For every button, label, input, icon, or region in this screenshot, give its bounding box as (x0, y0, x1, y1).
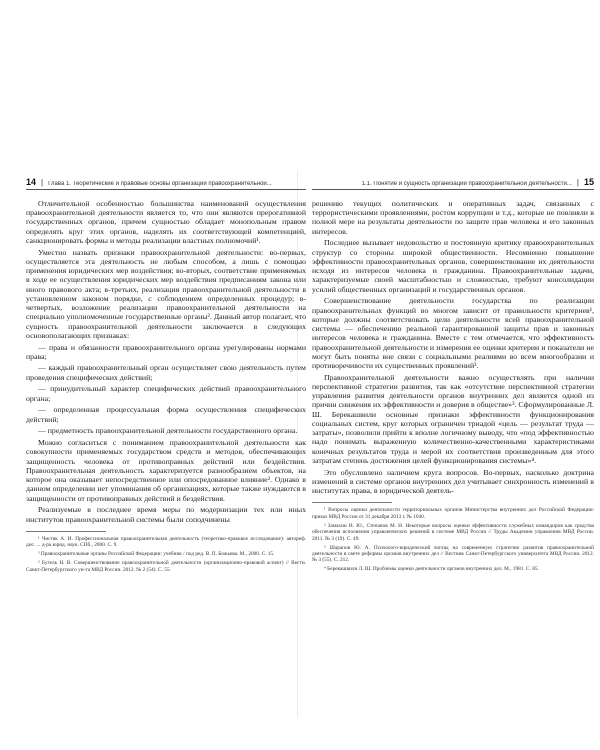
paragraph: — определенная процессуальная форма осуществления специфических действий; (26, 405, 306, 424)
footnote: ² Правоохранительные органы Российской Федерации: учебник / под ред. В. П. Божьева. М., 2000. С. 15. (38, 551, 275, 558)
paragraph: — принудительный характер специфических действий правоохранительного органа; (26, 384, 306, 403)
paragraph: — права и обязанности правоохранительного органа урегулированы нормами права; (26, 342, 306, 361)
left-paragraphs (26, 199, 306, 524)
right-footnotes (312, 507, 594, 573)
paragraph: — каждый правоохранительный орган осуществляет свою деятельность путем проведения специфических действий; (26, 363, 306, 382)
left-page (26, 174, 306, 576)
footnote: ² Замахин И. Ю., Степанов М. Н. Некоторые вопросы оценки эффективности служебных командиров как средства обеспечения исполнения управленческих решений в системе МВД России // Труды Академии управления МВД России. 2011. № 3 (19). С. 49. (312, 522, 594, 542)
footnote: ³ Шарапов Ю. А. Психолого-юридический взгляд на современную стратегию развития правоохранительной деятельности в свете реформы органов внутренних дел // Вестник Санкт-Петербургского университета МВД России. 2012. № 3 (55). С. 212. (312, 544, 594, 564)
paragraph: Можно согласиться с пониманием правоохранительной деятельности как совокупности применяемых государством средств и методов, обеспечивающих защищенность человека от противоправных действий или бездействия. Правоохранительная деятельность характеризуется разнообразием объектов, на которое она оказывает непосредственное или опосредованное влияние³. Однако в данном определении нет упоминания об организациях, которые также нуждаются в защищенности от противоправных действий и бездействия. (26, 438, 306, 503)
header-separator: | (41, 178, 44, 187)
footnote: ⁴ Берекашвили Л. Ш. Проблемы оценки деятельности органов внутренних дел. М., 1981. С. 85. (324, 566, 539, 573)
footnote: ¹ Чистяк А. И. Профессиональная правоохранительная деятельность (теоретико-правовое исследование): автореф. дис. ... д-ра юрид. наук. СПб., 2000. С. 9. (26, 535, 306, 549)
left-footnotes (26, 536, 306, 573)
paragraph: Это обусловлено наличием круга вопросов. Во-первых, насколько доктрина изменений в системе органов внутренних дел учитывает синхронность изменений в институтах права, в юридической деятель- (312, 467, 594, 496)
footnote-rule (312, 502, 392, 503)
paragraph: Реализуемые в последнее время меры по модернизации тех или иных институтов правоохранительной системы были соподчинены (26, 505, 306, 524)
paragraph: Отличительной особенностью большинства наименований осуществления правоохранительной деятельности является то, что они являются прерогативной государственных органов, причем сущностью обладает монопольным правом определять круг этих органов, наделять их соответствующей компетенцией, санкционировать формы и методы реализации властных полномочий¹. (26, 199, 306, 245)
page-number: 14 (26, 177, 37, 187)
running-head: Глава 1. Теоретические и правовые основы организации правоохранительной... (48, 181, 272, 187)
header-separator: | (576, 178, 579, 187)
paragraph: Последнее вызывает недовольство и постоянную критику правоохранительных структур со стороны широкой общественности. Несомненно повышение эффективности правоохранительных органов, совершенствование их деятельности исходя из интересов человека и гражданина. Правоохранительные задачи, характеризуемые своей масштабностью и сложностью, требуют консолидации усилий общественных организаций и государственных органов. (312, 238, 594, 294)
footnote-rule (26, 531, 106, 532)
paragraph: — предметность правоохранительной деятельности государственного органа. (38, 426, 298, 436)
running-head: 1.1. Понятие и сущность организации правоохранительной деятельности... (361, 181, 572, 187)
paragraph: Совершенствование деятельности государства по реализации правоохранительных функций во многом зависит от правильности критериев¹, которые должны соответствовать цели деятельности всей правоохранительной системы — обеспечению реальной гарантированной защиты прав и законных интересов человека и гражданина. Вместе с тем отмечается, что эффективность правоохранительной деятельности и измерения ее оценки критерии и показатели не могут быть поняты вне связи с социальными реалиями во всем многообразии и противоречивости их существенных проявлений². (312, 296, 594, 370)
left-page-header (26, 174, 306, 190)
paragraph: решению текущих политических и оперативных задач, связанных с террористическими проявлениями, ростом коррупции и т.д., которые не повлияли в полной мере на результаты деятельности по защите прав человека и его законных интересов. (312, 199, 594, 236)
right-page-body (312, 199, 594, 573)
left-page-body (26, 199, 306, 573)
right-page-header (312, 174, 594, 190)
right-paragraphs (312, 199, 594, 495)
footnote: ¹ Вопросы оценки деятельности территориальных органов Министерства внутренних дел Российской Федерации: приказ МВД России от 31 декабря 2013 г. № 1040. (312, 507, 594, 520)
paragraph: Правоохранительной деятельности важно осуществлять при наличии перспективной стратегии развития, так как «отсутствие перспективной стратегии управления развития деятельности органов внутренних дел является одной из причин снижения их эффективности и доверия в обществе»³. Сформулированные Л. Ш. Берекашвили основные признаки эффективности функционирования социальных систем, круг которых ограничен триадой «цель — результат труда — затраты», позволили прийти к вполне логичному выводу, что «под эффективностью надо понимать выраженную количественно-качественными характеристиками конечных результатов труда и мерой их соответствия произведенным для этого затратам степень достижения целей функционирования системы»⁴. (312, 372, 594, 465)
paragraph: Уместно назвать признаки правоохранительной деятельности: во-первых, осуществляется эта деятельность не любым способом, а лишь с помощью применения юридических мер воздействия; во-вторых, соответствие применяемых в ходе ее осуществления юридических мер воздействия предписаниям закона или иного правового акта; в-третьих, реализация правоохранительной деятельности в установленном законом порядке, с соблюдением определенных процедур; в-четвертых, возложение реализации правоохранительной деятельности на специально уполномоченные государственные органы². Данный автор полагает, что сущность правоохранительной деятельности заключается в следующих основополагающих признаках: (26, 247, 306, 340)
page-number: 15 (583, 177, 594, 187)
right-page (312, 174, 594, 575)
footnote: ³ Бугель Н. В. Совершенствование правоохранительной деятельности (организационно-правовой аспект) // Вестн. Санкт-Петербургского ун-та МВД России. 2012. № 2 (54). С. 55. (26, 560, 306, 573)
